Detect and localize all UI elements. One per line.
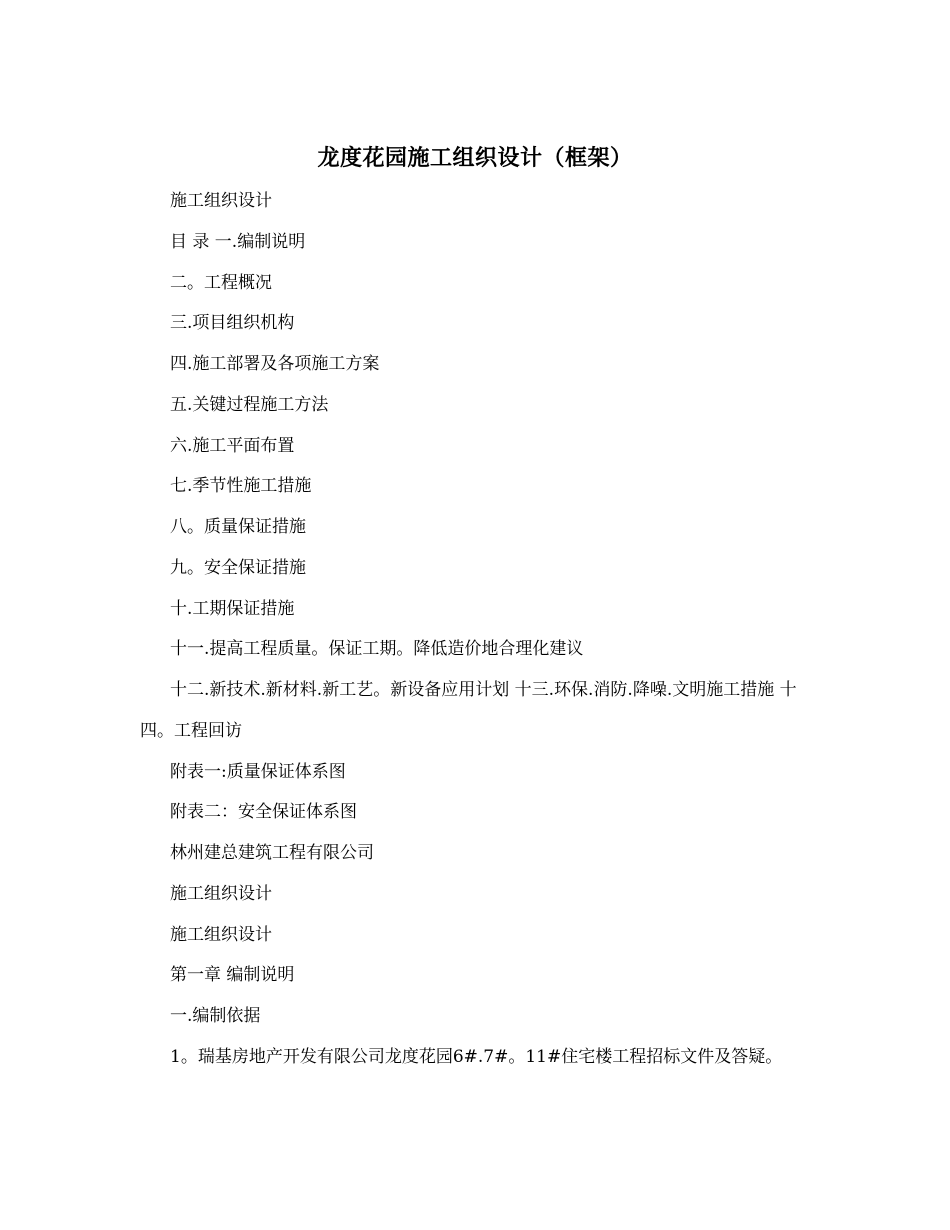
paragraph: 一.编制依据 (170, 1006, 261, 1026)
paragraph: 五.关键过程施工方法 (170, 395, 329, 415)
paragraph: 附表一:质量保证体系图 (170, 762, 346, 782)
paragraph: 三.项目组织机构 (170, 313, 295, 333)
paragraph: 施工组织设计 (170, 925, 272, 945)
paragraph: 十二.新技术.新材料.新工艺。新设备应用计划 十三.环保.消防.降噪.文明施工措施 十四。工程回访 (140, 680, 797, 741)
paragraph: 十一.提高工程质量。保证工期。降低造价地合理化建议 (170, 639, 584, 659)
paragraph: 七.季节性施工措施 (170, 476, 312, 496)
paragraph: 九。安全保证措施 (170, 558, 306, 578)
paragraph: 四.施工部署及各项施工方案 (170, 354, 380, 374)
paragraph: 八。质量保证措施 (170, 517, 306, 537)
document-title: 龙度花园施工组织设计（框架） (317, 145, 633, 171)
paragraph: 第一章 编制说明 (170, 965, 295, 985)
paragraph: 施工组织设计 (170, 884, 272, 904)
paragraph: 1。瑞基房地产开发有限公司龙度花园6#.7#。11#住宅楼工程招标文件及答疑。 (170, 1047, 783, 1067)
paragraph: 六.施工平面布置 (170, 436, 295, 456)
paragraph: 林州建总建筑工程有限公司 (170, 843, 374, 863)
paragraph: 施工组织设计 (170, 191, 272, 211)
paragraph: 二。工程概况 (170, 273, 272, 293)
paragraph: 目 录 一.编制说明 (170, 232, 306, 252)
paragraph: 附表二：安全保证体系图 (170, 802, 357, 822)
paragraph: 十.工期保证措施 (170, 599, 295, 619)
